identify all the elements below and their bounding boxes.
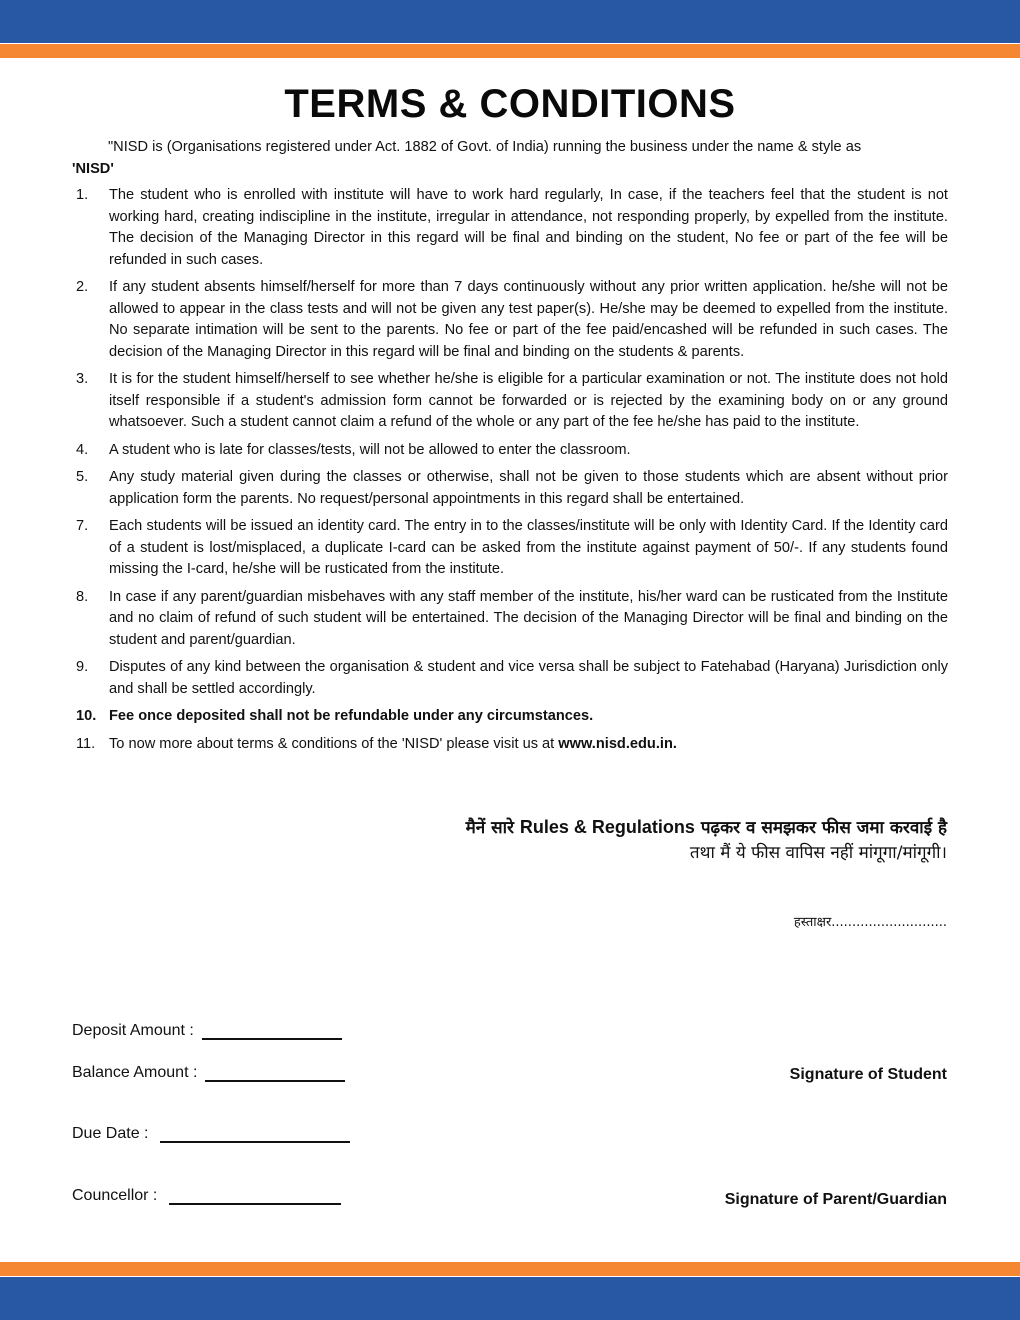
website-link[interactable]: www.nisd.edu.in. <box>558 735 677 752</box>
balance-amount-input[interactable] <box>205 1064 345 1082</box>
term-item <box>72 516 948 581</box>
term-number: 3. <box>76 371 89 387</box>
declaration-rules-text: Rules & Regulations <box>519 817 695 837</box>
parent-signature-label: Signature of Parent/Guardian <box>724 1191 947 1208</box>
header-blue-band <box>0 0 1020 43</box>
term-number: 1. <box>76 187 89 203</box>
term-item <box>72 369 948 434</box>
term-number: 5. <box>76 469 89 485</box>
term-item <box>72 277 948 363</box>
term-number: 2. <box>76 279 89 295</box>
term-item <box>72 734 948 756</box>
term-text: It is for the student himself/herself to see whether he/she is eligible for a particular examination or not. The institute does not hold itself responsible if a student's admission form cannot be forwarded or is rejected by the examining body on or any ground whatsoever. Such a student cannot claim a refund of the whole or any part of the fee he/she has paid to the institute. <box>109 371 948 430</box>
term-item-no-refund <box>72 706 948 728</box>
term-text: If any student absents himself/herself for more than 7 days continuously without any prior written application. he/she will not be allowed to appear in the class tests and will not be given any test paper(s). He/she may be deemed to expelled from the institute. No separate intimation will be sent to the parents. No fee or part of the fee paid/encashed will be refunded in such cases. The decision of the Managing Director in this regard will be final and binding on the students & parents. <box>109 279 948 360</box>
term-text: Fee once deposited shall not be refundable under any circumstances. <box>109 708 594 724</box>
intro-org-name: 'NISD' <box>72 160 114 177</box>
declaration-text: पढ़कर व समझकर फीस जमा करवाई है <box>694 818 947 838</box>
page-title: TERMS & CONDITIONS <box>284 82 736 126</box>
term-item <box>72 440 948 462</box>
term-text: Each students will be issued an identity card. The entry in to the classes/institute will be only with Identity Card. If the Identity card of a student is lost/misplaced, a duplicate I-card can be asked from the institute against payment of 50/-. If any students found missing the I-card, he/she will be rusticated from the institute. <box>109 518 948 577</box>
term-text: The student who is enrolled with institute will have to work hard regularly, In case, if the teachers feel that the student is not working hard, creating indiscipline in the institute, irregular in attendance, not responding properly, by expelled from the institute. The decision of the Managing Director in this regard will be final and binding on the student, No fee or part of the fee will be refunded in such cases. <box>109 187 948 268</box>
header-orange-band <box>0 44 1020 58</box>
councellor-input[interactable] <box>169 1187 341 1205</box>
deposit-amount-field <box>72 1022 342 1040</box>
hindi-signature-line[interactable]: हस्ताक्षर............................ <box>793 915 947 930</box>
term-text: A student who is late for classes/tests, will not be allowed to enter the classroom. <box>109 441 631 458</box>
declaration-line-2: तथा मैं ये फीस वापिस नहीं मांगूगा/मांगूगी। <box>689 843 947 863</box>
term-item <box>72 185 948 271</box>
footer-blue-band <box>0 1277 1020 1320</box>
due-date-input[interactable] <box>160 1125 350 1143</box>
councellor-label: Councellor : <box>72 1187 158 1204</box>
balance-amount-field <box>72 1064 345 1082</box>
deposit-amount-input[interactable] <box>202 1022 342 1040</box>
term-number: 10. <box>76 708 97 724</box>
balance-amount-label: Balance Amount : <box>72 1064 198 1081</box>
term-number: 9. <box>76 659 89 675</box>
terms-list <box>72 185 948 761</box>
due-date-field <box>72 1125 350 1143</box>
councellor-field <box>72 1187 341 1205</box>
term-item <box>72 467 948 510</box>
term-text-wrap <box>109 734 948 756</box>
declaration-text: मैनें सारे <box>465 818 520 838</box>
deposit-amount-label: Deposit Amount : <box>72 1022 194 1039</box>
term-number: 11. <box>76 735 96 752</box>
term-item <box>72 587 948 652</box>
term-text: Any study material given during the classes or otherwise, shall not be given to those students which are absent without prior application form the parents. No request/personal appointments in this regard shall be entertained. <box>109 469 948 507</box>
term-text: Disputes of any kind between the organisation & student and vice versa shall be subject to Fatehabad (Haryana) Jurisdiction only and shall be settled accordingly. <box>109 659 948 697</box>
term-number: 7. <box>76 518 89 534</box>
intro-text: "NISD is (Organisations registered under Act. 1882 of Govt. of India) running the business under the name & style as <box>108 139 862 155</box>
term-item <box>72 657 948 700</box>
intro-paragraph <box>72 137 948 180</box>
term-text: To now more about terms & conditions of the 'NISD' please visit us at <box>109 735 559 752</box>
footer-orange-band <box>0 1262 1020 1276</box>
term-number: 8. <box>76 588 89 605</box>
term-text: In case if any parent/guardian misbehaves with any staff member of the institute, his/her ward can be rusticated from the Institute and no claim of refund of such student will be entertained. The decision of the Managing Director will be final and binding on the student and parent/guardian. <box>109 588 948 648</box>
term-number: 4. <box>76 441 89 458</box>
due-date-label: Due Date : <box>72 1125 149 1142</box>
declaration-line-1 <box>466 815 947 841</box>
student-signature-label: Signature of Student <box>789 1066 947 1083</box>
declaration <box>466 815 947 866</box>
